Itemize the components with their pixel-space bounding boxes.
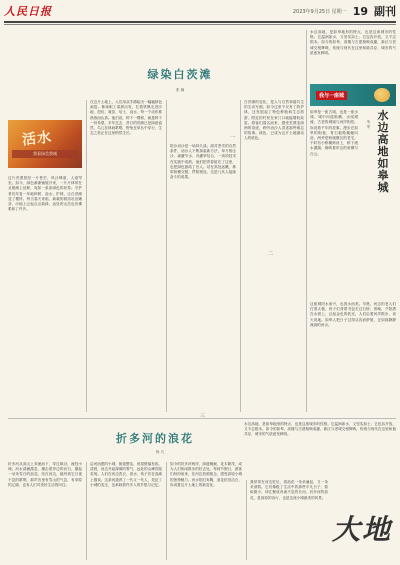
- article3-column-1: 折多河从高山上奔流而下，穿过峡谷，流经小城。河水清澈湍急，撞击着岸边的岩石，激起一朵朵雪白的浪花。站在河边，能听到它日夜不息的歌唱，那声音里有雪山的气息，有草原的辽阔，也有人们对美好生活的向往。: [8, 462, 82, 487]
- article1-illustration: [8, 120, 82, 168]
- article3-author: 杨 凡: [155, 450, 165, 454]
- calligraphy-title: 大地: [332, 513, 393, 546]
- column-divider: [86, 100, 87, 412]
- article3-column-2: 沿河而建的小城，街道整洁，房屋错落有致。清晨，河边升起薄薄的雾气，远处的山峰若隐若现。人们在河边洗衣、汲水，孩子们在浅滩上嬉戏。这条河滋养了一代又一代人，见证了小城的变迁，也承载着许多人的乡愁与记忆。: [90, 462, 162, 487]
- prev-article-tail: 水边高地，是如皋地形的特点，也是这座城市的性格。它温润如水，又坚实如土；它包容开放，又不忘根本。如今的如皋，高楼与古建相映成趣，新区与老城交相辉映，传统与现代在这里和谐共存，城市的气质愈发鲜明。: [310, 30, 396, 55]
- article1-column-3: 防沙治沙是一场持久战。面对恶劣的自然条件，治沙人不断探索新方法，草方格压沙、滴灌节水、乔灌草结合，一项项技术在实践中成熟。他们把青春留在了这里，也把绿色留给了后人。站在高处远眺，林带纵横交错，阡陌相连，这是几代人接续奋斗的成果。: [170, 144, 236, 180]
- sun-icon: [374, 88, 390, 102]
- column-banner: [310, 84, 396, 106]
- article1-column-2: 在这片土地上，人们用双手描绘出一幅幅绿色画卷。林场职工清晨出发，扛着铁锹走进沙地，挖坑、栽苗、培土、浇水，每一个动作都熟练而认真。他们说，种下一棵树，就是种下一份希望。多年过去，昔日的荒滩已是绿意盎然，鸟儿在林间歌唱，野兔在草丛中穿行，生态之美正在这里悄然生长。: [90, 100, 162, 136]
- column-divider: [240, 100, 241, 412]
- article1-author: 张 楠: [175, 88, 185, 92]
- article2-title: 水边高地如皋城: [377, 109, 389, 194]
- column-divider: [166, 100, 167, 412]
- article2-column-1: 如皋是一座古城，也是一座水城。城中河道纵横，水绕城流，古老的城墙与河岸相依，诉说着千年的故事。漫步在如皋的街巷，青石板路蜿蜒向前，两旁是粉墙黛瓦的老宅，不时有小桥横跨河上，桥下流水潺潺，倒映着岸边的垂柳与白云。: [310, 110, 358, 156]
- masthead-rule: [4, 21, 396, 23]
- column-divider: [166, 462, 167, 560]
- masthead-right: [293, 3, 396, 19]
- article2-author: 朱 军: [367, 120, 371, 129]
- article3-column-3: 如今的折多河两岸，绿道蜿蜒，花木繁茂，成为人们休闲散步的好去处。每到节假日，游客们纷纷前来，在河边拍照留念，感受高原小城的独特魅力。河水依旧奔腾，浪花依旧洁白，诉说着这片土地上的新变化。: [170, 462, 242, 487]
- article1-title: 绿染白茨滩: [147, 68, 213, 81]
- article2-column-3: 水边高地，是如皋地形的特点，也是这座城市的性格。它温润如水，又坚实如土；它包容开放，又不忘根本。如今的如皋，高楼与古建相映成趣，新区与老城交相辉映，传统与现代在这里和谐共存，城市的气质愈发鲜明。: [244, 422, 396, 437]
- section-number-1: 一: [230, 135, 236, 141]
- article3-title: 折多河的浪花: [116, 432, 194, 445]
- column-divider: [246, 480, 247, 560]
- illustration-subcaption: 我看绿美我城: [12, 150, 78, 158]
- publication-date: 2023年9月25日 星期一: [292, 8, 347, 15]
- article1-column-4: 白茨滩的变化，是人与自然和谐共生的生动写照。如今这里不仅有了防护林，还发展起了特色种植和生态旅游，附近的村民在家门口就能增收致富。游客们慕名而来，感受荒漠变绿洲的奇迹，聆听治沙人讲述那些难忘的故事。绿色，已成为这片土地最动人的底色。: [244, 100, 304, 141]
- illustration-caption: 活水: [21, 129, 53, 149]
- section-number-3: 三: [200, 413, 206, 419]
- masthead-rule-thin: [4, 24, 396, 25]
- masthead: [4, 2, 396, 20]
- section-number-2: 二: [268, 251, 274, 257]
- article1-column-1: 这片荒漠曾经一片苍茫，风沙肆虐，人迹罕至。如今，绿色渐渐铺展开来，一片片林带在戈壁滩上延伸，宛如一条条绿色的丝带。守护者们年复一年地种树、浇水、护林，让白茨滩变了模样。每当春天来临，新栽的树苗吐出嫩芽，沙地上泛起点点新绿，远处的山峦也仿佛柔和了许多。: [8, 176, 82, 212]
- column-divider: [86, 462, 87, 560]
- section-name: 副刊: [374, 5, 396, 18]
- article3-column-4: 我常常在河边驻足，看浪花一朵朵涌起，又一朵朵消散。它们像极了生活中的那些平凡日子，看似微小，却汇聚成奔流不息的长河。折多河的浪花，是高原的诗行，也是这座小城最美的风景。: [250, 480, 328, 500]
- page-number: 19: [352, 4, 368, 18]
- newspaper-logo: 人民日报: [4, 5, 52, 18]
- article2-column-2: 这座城因水而兴，也因水而美。早晨，河边的老人们打着太极，孩子们背着书包走过石桥；傍晚，夕阳洒在水面上，泛起金色的波光，人们沿着河岸散步，谈天说地。如皋人把日子过得从容而舒展，正如那静静流淌的河水。: [310, 302, 396, 327]
- column-divider: [306, 30, 307, 412]
- section-divider: [8, 418, 396, 419]
- column-label: 我与一座城: [316, 91, 347, 100]
